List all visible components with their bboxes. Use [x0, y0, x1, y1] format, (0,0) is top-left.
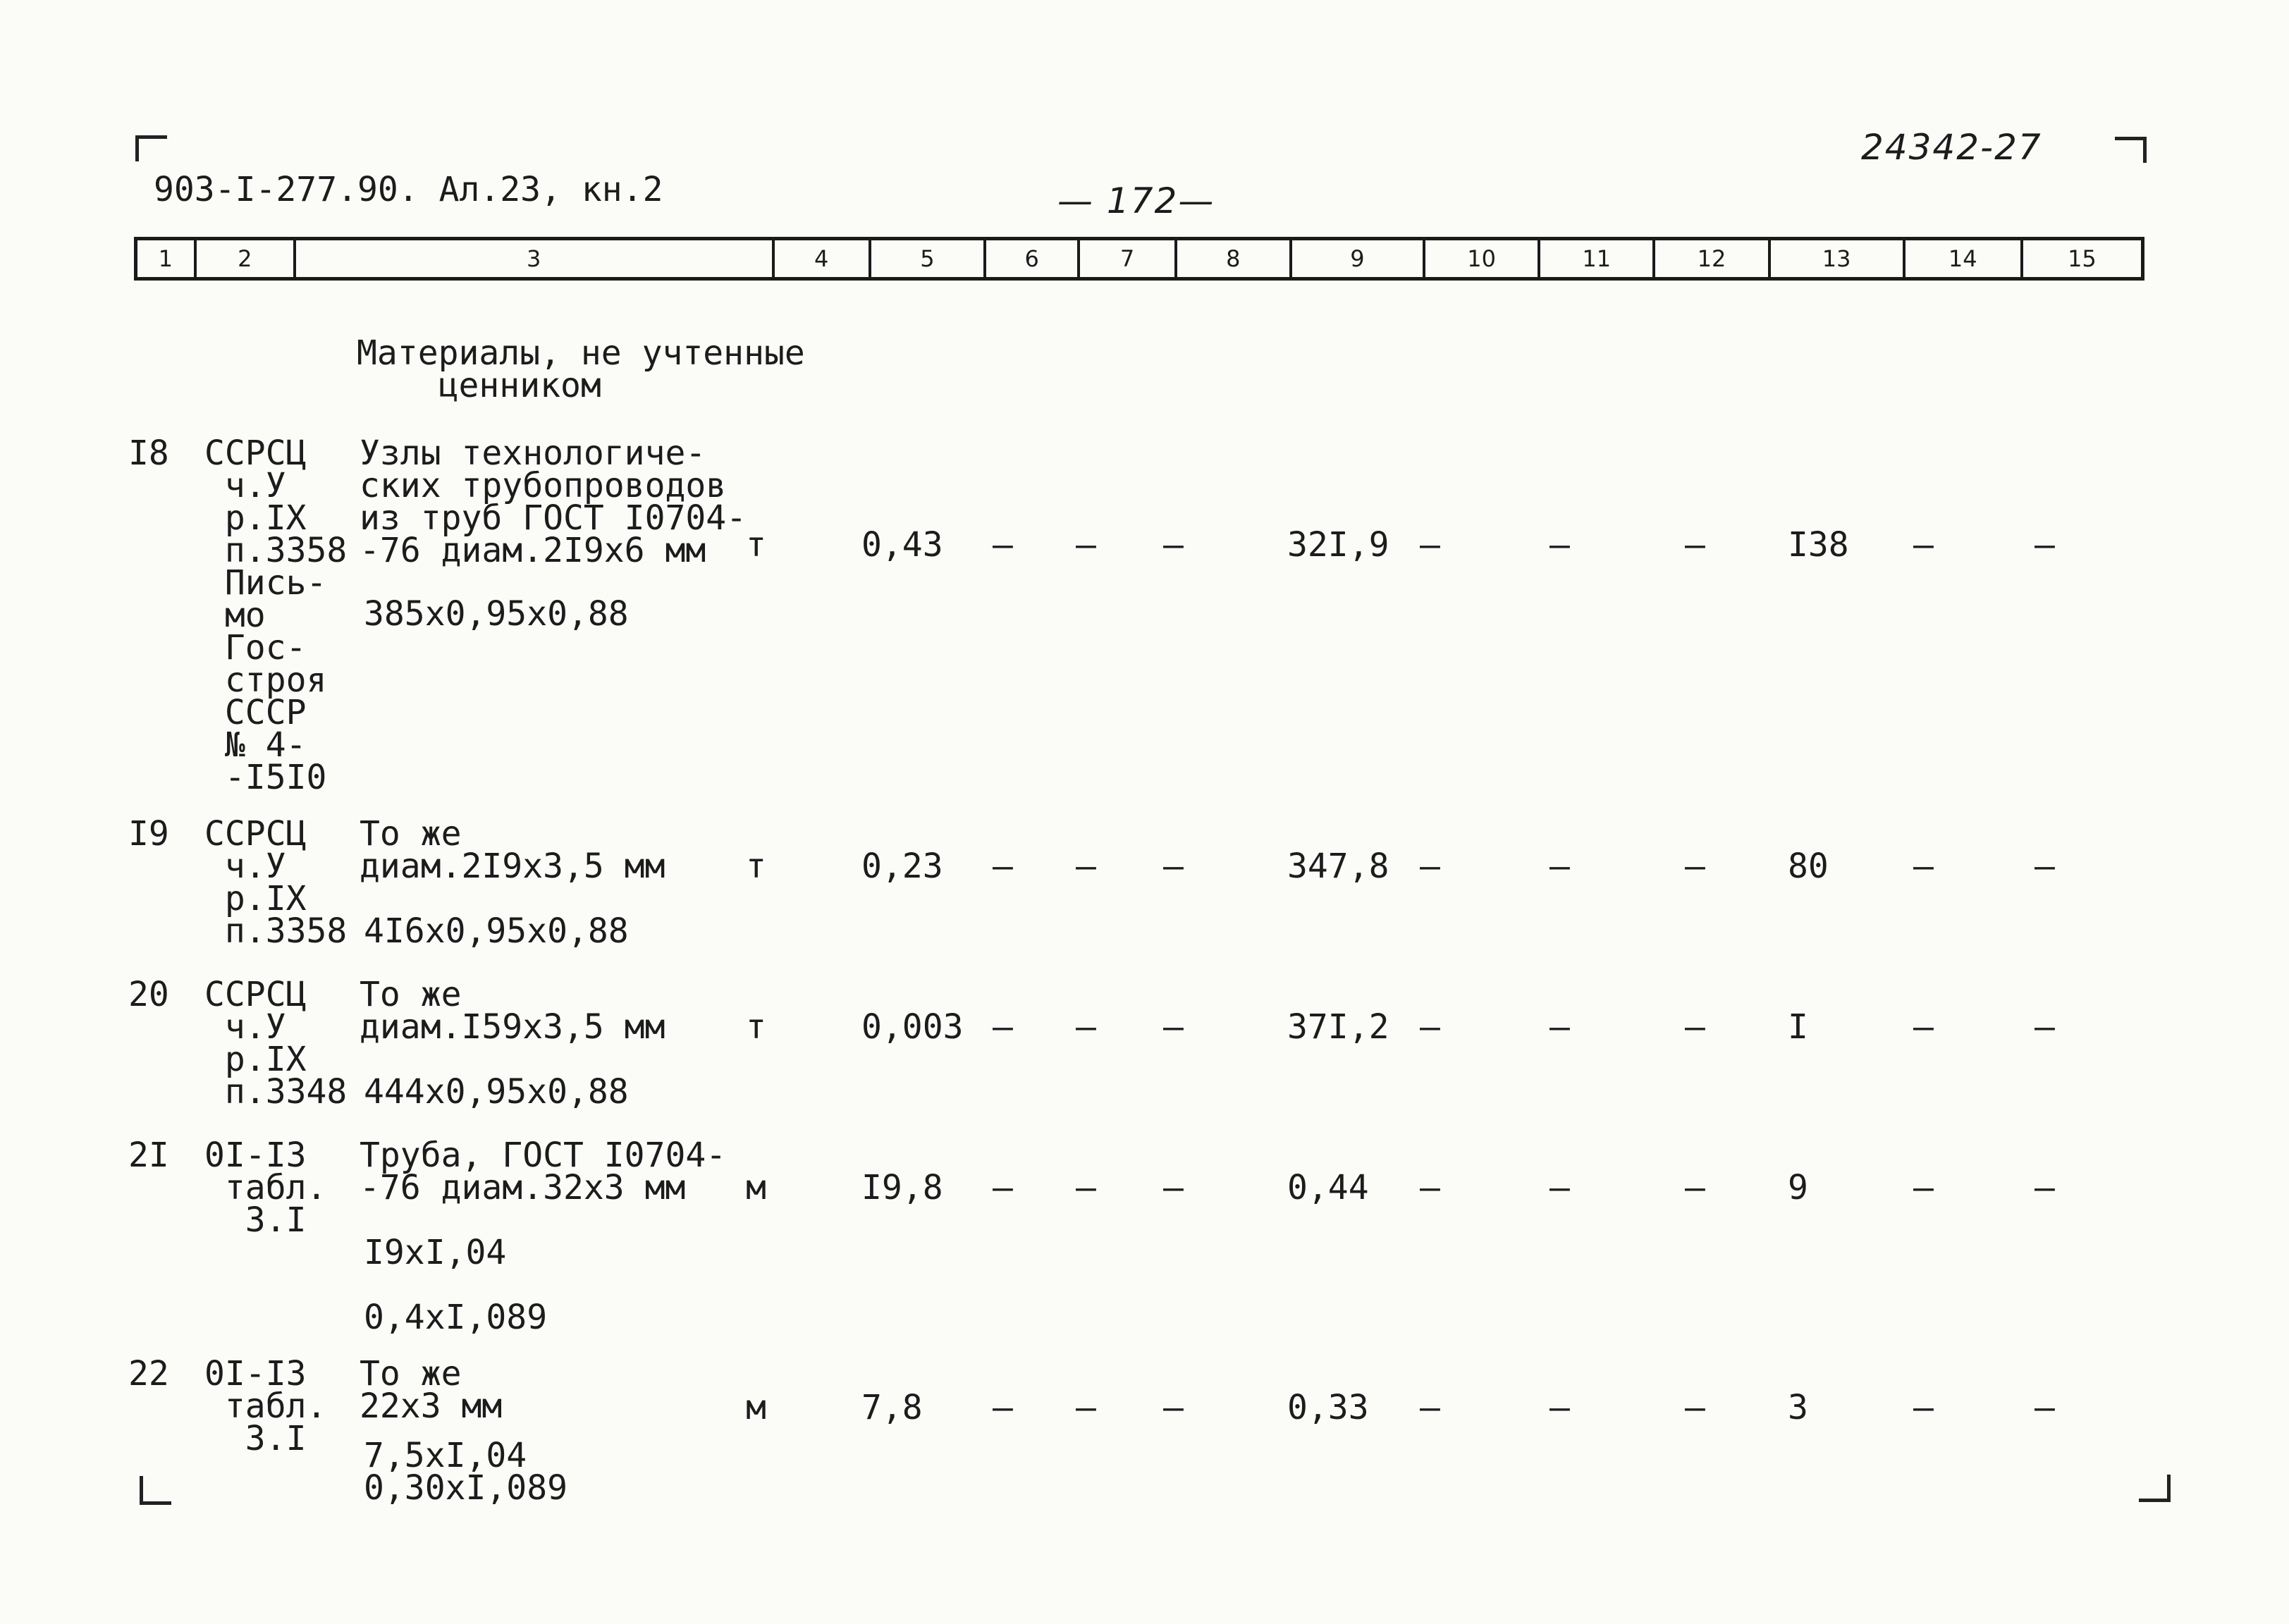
- corner-mark-top-right: [2115, 137, 2147, 163]
- row-quantity: I9,8: [861, 1168, 943, 1207]
- row-col6: –: [993, 525, 1013, 565]
- row-col7: –: [1076, 1388, 1096, 1427]
- row-col14: –: [1913, 1007, 1934, 1047]
- row-col12: –: [1685, 1168, 1705, 1207]
- column-header-15: 15: [2068, 245, 2097, 272]
- row-col11: –: [1549, 847, 1570, 886]
- row-reference: 0I-I3 табл. 3.I: [204, 1354, 327, 1458]
- row-calculation: 444х0,95х0,88: [364, 1072, 629, 1112]
- row-number: 22: [128, 1354, 169, 1394]
- row-description: То же диам.2I9х3,5 мм: [360, 814, 665, 886]
- section-title: Материалы, не учтенные ценником: [357, 333, 805, 405]
- row-col11: –: [1549, 1007, 1570, 1047]
- row-unit: м: [746, 1168, 766, 1207]
- row-col10: –: [1420, 1388, 1440, 1427]
- row-description: То же диам.I59х3,5 мм: [360, 975, 665, 1047]
- column-header-9: 9: [1292, 240, 1425, 277]
- row-col10: –: [1420, 1007, 1440, 1047]
- row-col15: –: [2035, 1007, 2055, 1047]
- column-header-3: 3: [296, 240, 775, 277]
- archive-stamp-number: 24342-27: [1861, 127, 2042, 168]
- row-total: I: [1788, 1007, 1808, 1047]
- column-header-14: 14: [1906, 240, 2023, 277]
- row-col15: –: [2035, 1168, 2055, 1207]
- row-unit: т: [746, 847, 766, 886]
- row-col7: –: [1076, 847, 1096, 886]
- row-unit-price: 0,33: [1287, 1388, 1369, 1427]
- row-number: I9: [128, 814, 169, 854]
- column-header-8: 8: [1177, 240, 1292, 277]
- row-quantity: 7,8: [861, 1388, 923, 1427]
- row-reference: ССРСЦ ч.У р.IX п.3358: [204, 814, 348, 951]
- row-col10: –: [1420, 847, 1440, 886]
- row-col8: –: [1163, 525, 1184, 565]
- column-header-5: 5: [871, 240, 986, 277]
- column-header-12: 12: [1655, 240, 1770, 277]
- row-col11: –: [1549, 1168, 1570, 1207]
- row-col11: –: [1549, 525, 1570, 565]
- column-header-11: 11: [1540, 240, 1655, 277]
- row-col14: –: [1913, 847, 1934, 886]
- row-reference: ССРСЦ ч.У р.IX п.3348: [204, 975, 348, 1112]
- row-calculation: 4I6х0,95х0,88: [364, 911, 629, 951]
- column-number-header: [134, 237, 2144, 281]
- row-col14: –: [1913, 525, 1934, 565]
- column-header-13: 13: [1771, 240, 1906, 277]
- row-reference: ССРСЦ ч.У р.IX п.3358 Пись- мо Гос- строя СССР № 4- -I5I0: [204, 433, 348, 797]
- column-header-6: 6: [986, 240, 1080, 277]
- row-unit-price: 37I,2: [1287, 1007, 1389, 1047]
- row-col8: –: [1163, 1007, 1184, 1047]
- corner-mark-bottom-right: [2139, 1475, 2171, 1502]
- row-col6: –: [993, 1007, 1013, 1047]
- row-unit-price: 347,8: [1287, 847, 1389, 886]
- row-col7: –: [1076, 525, 1096, 565]
- row-col11: –: [1549, 1388, 1570, 1427]
- column-header-7: 7: [1080, 240, 1177, 277]
- row-col12: –: [1685, 1388, 1705, 1427]
- corner-mark-top-left: [135, 135, 167, 161]
- row-calculation: I9хI,04 0,4хI,089: [364, 1233, 548, 1337]
- row-col8: –: [1163, 847, 1184, 886]
- row-unit: т: [746, 525, 766, 565]
- column-header-1: 1: [137, 240, 197, 277]
- row-col14: –: [1913, 1388, 1934, 1427]
- row-number: I8: [128, 433, 169, 473]
- row-unit: м: [746, 1388, 766, 1427]
- row-quantity: 0,003: [861, 1007, 964, 1047]
- row-total: 80: [1788, 847, 1829, 886]
- corner-mark-bottom-left: [140, 1476, 171, 1505]
- column-header-10: 10: [1425, 240, 1540, 277]
- row-col8: –: [1163, 1168, 1184, 1207]
- row-number: 2I: [128, 1136, 169, 1175]
- row-total: I38: [1788, 525, 1849, 565]
- row-col7: –: [1076, 1007, 1096, 1047]
- row-col6: –: [993, 847, 1013, 886]
- row-col10: –: [1420, 525, 1440, 565]
- row-quantity: 0,23: [861, 847, 943, 886]
- row-col15: –: [2035, 1388, 2055, 1427]
- row-quantity: 0,43: [861, 525, 943, 565]
- column-header-4: 4: [775, 240, 871, 277]
- row-number: 20: [128, 975, 169, 1014]
- row-calculation: 385х0,95х0,88: [364, 594, 629, 634]
- row-col8: –: [1163, 1388, 1184, 1427]
- row-total: 9: [1788, 1168, 1808, 1207]
- row-col6: –: [993, 1168, 1013, 1207]
- row-unit: т: [746, 1007, 766, 1047]
- row-col15: –: [2035, 525, 2055, 565]
- row-description: Узлы технологиче- ских трубопроводов из труб ГОСТ I0704- -76 диам.2I9х6 мм: [360, 433, 747, 570]
- row-calculation: 7,5хI,04 0,30хI,089: [364, 1436, 567, 1508]
- row-col10: –: [1420, 1168, 1440, 1207]
- row-col7: –: [1076, 1168, 1096, 1207]
- row-col12: –: [1685, 525, 1705, 565]
- row-reference: 0I-I3 табл. 3.I: [204, 1136, 327, 1240]
- document-code: 903-I-277.90. Ал.23, кн.2: [154, 170, 663, 209]
- row-col6: –: [993, 1388, 1013, 1427]
- row-col12: –: [1685, 1007, 1705, 1047]
- row-total: 3: [1788, 1388, 1808, 1427]
- row-description: То же 22х3 мм: [360, 1354, 503, 1426]
- row-col15: –: [2035, 847, 2055, 886]
- row-unit-price: 0,44: [1287, 1168, 1369, 1207]
- row-unit-price: 32I,9: [1287, 525, 1389, 565]
- page-number: — 172—: [1057, 180, 1215, 221]
- row-col14: –: [1913, 1168, 1934, 1207]
- column-header-2: 2: [197, 240, 296, 277]
- row-col12: –: [1685, 847, 1705, 886]
- row-description: Труба, ГОСТ I0704- -76 диам.32х3 мм: [360, 1136, 727, 1207]
